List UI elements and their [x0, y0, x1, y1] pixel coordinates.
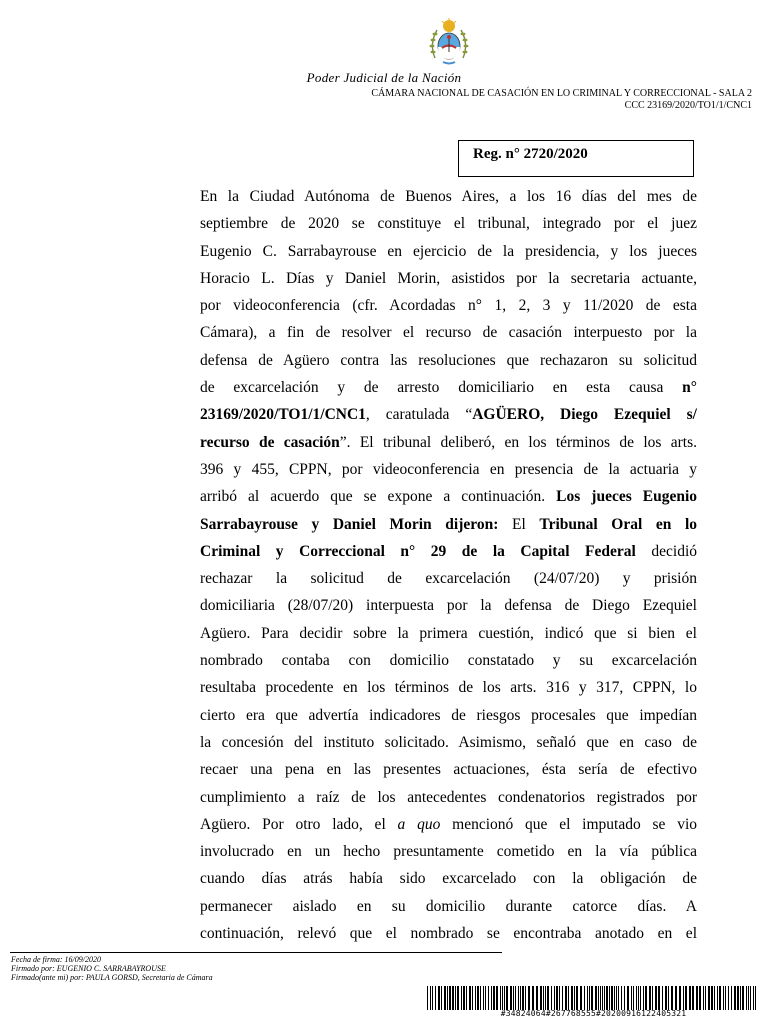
barcode-icon [427, 986, 760, 1010]
body-text: , caratulada “ [365, 406, 473, 424]
case-reference: 23169/2020/TO1/1/CNC1 [200, 406, 366, 424]
registry-box [458, 140, 694, 177]
body-line [200, 811, 697, 838]
body-line: continuación, relevó que el nombrado se encontraba anotado en el [200, 925, 697, 943]
body-line: recaer una pena en las presentes actuaciones, ésta sería de efectivo [200, 761, 697, 779]
body-line: 396 y 455, CPPN, por videoconferencia en presencia de la actuaria y [200, 460, 697, 478]
body-line [200, 511, 697, 538]
body-line: cumplimiento a raíz de los antecedentes condenatorios registrados por [200, 788, 697, 806]
case-title: AGÜERO, Diego Ezequiel s/ [472, 406, 697, 424]
body-line: Eugenio C. Sarrabayrouse en ejercicio de la presidencia, y los jueces [200, 242, 697, 260]
institution-name: Poder Judicial de la Nación [306, 70, 462, 85]
body-text: arribó al acuerdo que se expone a continuación. [200, 488, 546, 506]
body-line: la concesión del instituto solicitado. Asimismo, señaló que en caso de [200, 733, 697, 751]
body-line: cuando días atrás había sido excarcelado con la obligación de [200, 870, 697, 888]
body-line [200, 483, 697, 510]
body-line [200, 401, 697, 428]
body-line: resultaba procedente en los términos de los arts. 316 y 317, CPPN, lo [200, 679, 697, 697]
court-name: CÁMARA NACIONAL DE CASACIÓN EN LO CRIMINAL Y CORRECCIONAL - SALA 2 [371, 88, 752, 99]
argentina-coat-of-arms-icon [427, 18, 471, 66]
body-text-bold: Sarrabayrouse y Daniel Morin dijeron: [200, 515, 499, 533]
signed-by: Firmado por: EUGENIO C. SARRABAYROUSE [11, 964, 166, 973]
body-text-bold: Tribunal Oral en lo [539, 515, 697, 533]
body-line: Cámara), a fin de resolver el recurso de casación interpuesto por la [200, 324, 697, 342]
body-text-bold: Los jueces Eugenio [556, 488, 697, 506]
body-line: domiciliaria (28/07/20) interpuesta por la defensa de Diego Ezequiel [200, 597, 697, 615]
body-text: El [511, 515, 526, 533]
body-line: rechazar la solicitud de excarcelación (24/07/20) y prisión [200, 570, 697, 588]
case-title: recurso de casación [200, 433, 340, 451]
body-line: Agüero. Para decidir sobre la primera cuestión, indicó que si bien el [200, 624, 697, 642]
body-text: mencionó que el imputado se vio [452, 815, 697, 833]
body-line [200, 429, 697, 456]
signature-date: Fecha de firma: 16/09/2020 [11, 955, 101, 964]
body-text-bold: n° [682, 379, 697, 397]
body-line: involucrado en un hecho presuntamente cometido en la vía pública [200, 843, 697, 861]
body-line: cierto era que advertía indicadores de riesgos procesales que impedían [200, 706, 697, 724]
document-body [200, 183, 697, 947]
body-text: ”. El tribunal deliberó, en los términos de los arts. [339, 433, 697, 451]
body-text: de excarcelación y de arresto domiciliario en esta causa [200, 379, 664, 397]
body-line: En la Ciudad Autónoma de Buenos Aires, a los 16 días del mes de [200, 188, 697, 205]
body-text-bold: Criminal y Correccional n° 29 de la Capital Federal [200, 542, 636, 560]
signed-before: Firmado(ante mi) por: PAULA GORSD, Secretaria de Cámara [11, 973, 213, 982]
case-number: CCC 23169/2020/TO1/1/CNC1 [624, 100, 752, 111]
body-line: permanecer aislado en su domicilio durante catorce días. A [200, 897, 697, 915]
body-line: por videoconferencia (cfr. Acordadas n° 1, 2, 3 y 11/2020 de esta [200, 297, 697, 315]
body-text: Agüero. Por otro lado, el [200, 815, 386, 833]
registry-number: Reg. n° 2720/2020 [473, 146, 588, 162]
body-text-italic: a quo [397, 815, 441, 833]
body-line [200, 538, 697, 565]
body-text: decidió [651, 542, 697, 560]
barcode-number: #34824064#267768555#20200916122405321 [500, 1009, 687, 1018]
body-line: defensa de Agüero contra las resoluciones que rechazaron su solicitud [200, 351, 697, 369]
body-line: Horacio L. Días y Daniel Morin, asistidos por la secretaria actuante, [200, 269, 697, 287]
body-line [200, 374, 697, 401]
body-line: nombrado contaba con domicilio constatado y su excarcelación [200, 652, 697, 670]
footer-divider [10, 952, 502, 953]
body-line: septiembre de 2020 se constituye el tribunal, integrado por el juez [200, 215, 697, 233]
